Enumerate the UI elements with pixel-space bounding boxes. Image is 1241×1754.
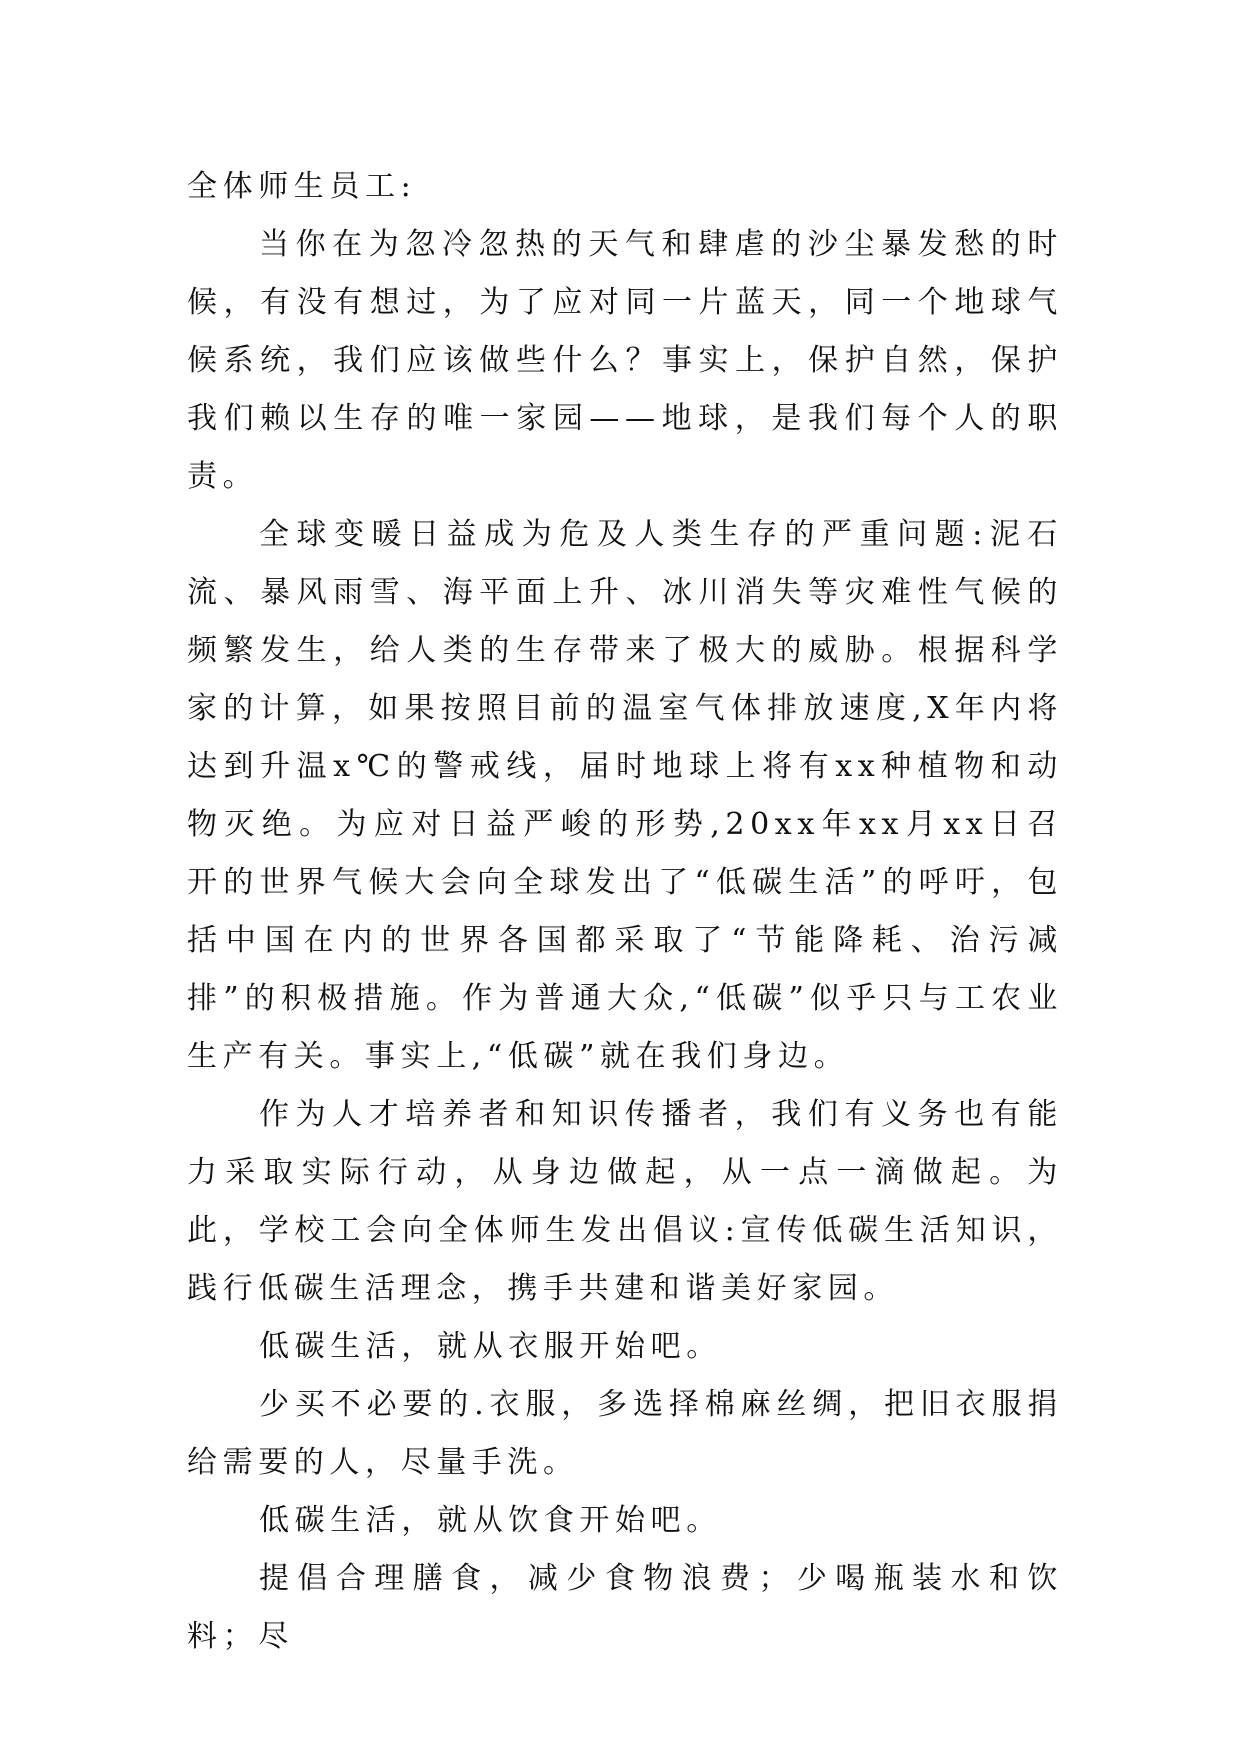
paragraph-1: 当你在为忽冷忽热的天气和肆虐的沙尘暴发愁的时候，有没有想过，为了应对同一片蓝天，同一个地球气候系统，我们应该做些什么？事实上，保护自然，保护我们赖以生存的唯一家园——地球，是我们每个人的职责。 [187, 227, 1063, 494]
paragraph-7: 提倡合理膳食，减少食物浪费；少喝瓶装水和饮料；尽 [187, 1561, 1063, 1654]
salutation: 全体师生员工: [187, 169, 417, 204]
paragraph-4: 低碳生活，就从衣服开始吧。 [259, 1329, 722, 1364]
document-body [187, 158, 1063, 1666]
paragraph-6: 低碳生活，就从饮食开始吧。 [259, 1503, 722, 1538]
paragraph-5: 少买不必要的.衣服，多选择棉麻丝绸，把旧衣服捐给需要的人，尽量手洗。 [187, 1387, 1063, 1480]
paragraph-3: 作为人才培养者和知识传播者，我们有义务也有能力采取实际行动，从身边做起，从一点一滴做起。为此，学校工会向全体师生发出倡议:宣传低碳生活知识，践行低碳生活理念，携手共建和谐美好家园。 [187, 1097, 1063, 1306]
paragraph-2: 全球变暖日益成为危及人类生存的严重问题:泥石流、暴风雨雪、海平面上升、冰川消失等灾难性气候的频繁发生，给人类的生存带来了极大的威胁。根据科学家的计算，如果按照目前的温室气体排放速度,X年内将达到升温x℃的警戒线，届时地球上将有xx种植物和动物灭绝。为应对日益严峻的形势,20xx年xx月xx日召开的世界气候大会向全球发出了“低碳生活”的呼吁，包括中国在内的世界各国都采取了“节能降耗、治污减排”的积极措施。作为普通大众,“低碳”似乎只与工农业生产有关。事实上,“低碳”就在我们身边。 [187, 517, 1063, 1074]
